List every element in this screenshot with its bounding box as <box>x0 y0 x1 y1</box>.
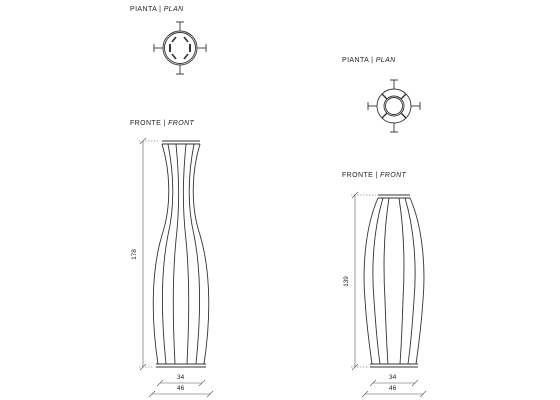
short-height-dimension-line <box>351 192 376 370</box>
plan-view-tall <box>154 22 206 74</box>
tall-height-dimension-line <box>139 138 158 370</box>
front-view-short <box>364 195 424 367</box>
plan-view-short <box>368 80 420 132</box>
short-width-dimension-lines <box>362 380 426 397</box>
front-view-tall <box>153 141 209 367</box>
short-inner-width-dim: 34 <box>389 374 397 381</box>
tall-inner-width-dim: 34 <box>177 374 185 381</box>
tall-width-dimension-lines <box>149 380 213 397</box>
plan-short-label: PIANTA | PLAN <box>342 57 396 64</box>
front-tall-label: FRONTE | FRONT <box>130 120 195 127</box>
tall-outer-width-dim: 46 <box>177 385 185 392</box>
short-height-dim: 139 <box>342 276 350 287</box>
plan-tall-label: PIANTA | PLAN <box>130 6 184 13</box>
tall-height-dim: 178 <box>130 249 138 260</box>
front-short-label: FRONTE | FRONT <box>342 172 407 179</box>
short-outer-width-dim: 46 <box>389 385 397 392</box>
